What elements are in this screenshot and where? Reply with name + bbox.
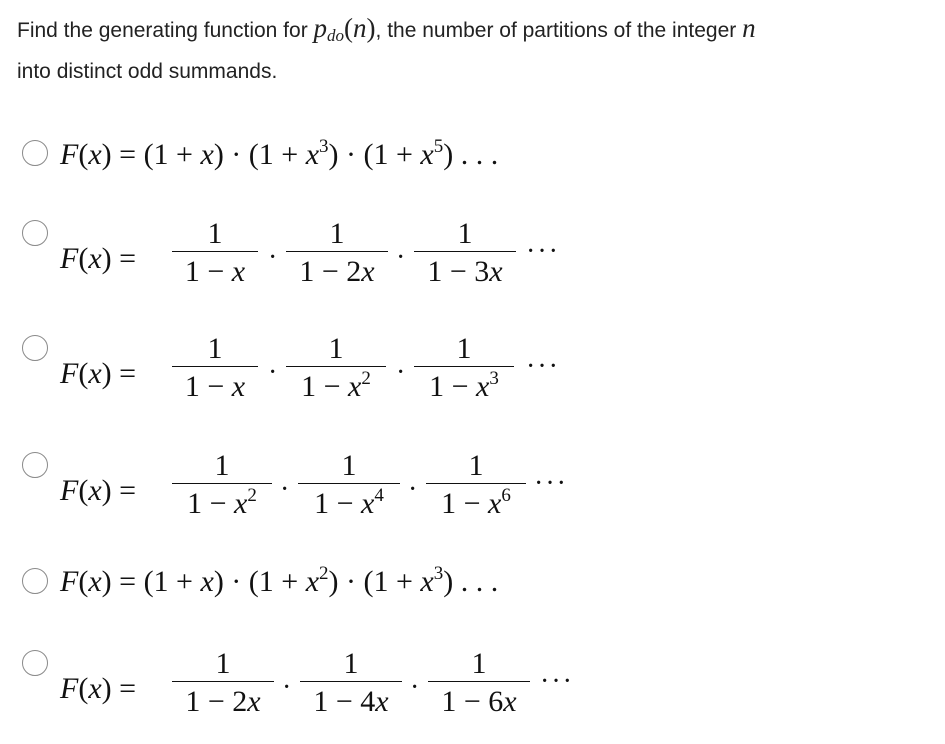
option-4-num-3: 1 bbox=[468, 449, 484, 482]
option-2-dot-2: · bbox=[396, 242, 406, 273]
p-subscript: do bbox=[327, 26, 345, 45]
option-2-num-1: 1 bbox=[207, 217, 223, 250]
option-6-frac-1 bbox=[172, 647, 274, 722]
option-4-frac-3 bbox=[426, 449, 526, 524]
option-3-ellipsis: ··· bbox=[526, 351, 560, 382]
option-3-lhs: F(x) = bbox=[60, 357, 137, 390]
option-3-den-2: $1 - x^2$ bbox=[301, 368, 371, 403]
option-3-frac-3 bbox=[414, 332, 514, 407]
option-4-lhs: F(x) = bbox=[60, 474, 137, 507]
option-3-num-3: 1 bbox=[456, 332, 472, 365]
option-5-radio[interactable] bbox=[22, 568, 48, 594]
option-4-frac-2 bbox=[298, 449, 400, 524]
option-6-frac-2 bbox=[300, 647, 402, 722]
option-6-num-2: 1 bbox=[343, 647, 359, 680]
option-6-num-1: 1 bbox=[215, 647, 231, 680]
option-2-frac-2 bbox=[286, 217, 388, 292]
option-3-den-3: $1 - x^3$ bbox=[429, 368, 499, 403]
option-6-den-2: 1 − 4x bbox=[313, 685, 389, 718]
n-symbol: n bbox=[353, 13, 367, 43]
option-6-dot-2: · bbox=[410, 672, 420, 703]
option-2-num-2: 1 bbox=[329, 217, 345, 250]
option-2-num-3: 1 bbox=[457, 217, 473, 250]
option-4-den-1: $1 - x^2$ bbox=[187, 485, 257, 520]
option-2-den-1: 1 − x bbox=[184, 255, 246, 288]
option-4-num-1: 1 bbox=[214, 449, 230, 482]
option-2-frac-3 bbox=[414, 217, 516, 292]
option-2-dot-1: · bbox=[268, 242, 278, 273]
option-2-den-3: 1 − 3x bbox=[427, 255, 503, 288]
option-3-dot-2: · bbox=[396, 357, 406, 388]
option-4-den-2: $1 - x^4$ bbox=[314, 485, 384, 520]
left-paren: ( bbox=[344, 13, 354, 43]
option-2-formula bbox=[0, 214, 945, 304]
option-2-ellipsis: ··· bbox=[526, 236, 560, 267]
option-6-num-3: 1 bbox=[471, 647, 487, 680]
option-4-num-2: 1 bbox=[341, 449, 357, 482]
option-3-num-2: 1 bbox=[328, 332, 344, 365]
option-5-formula: $F(x) = (1 + x) \cdot (1 + x^2) \cdot (1 + x^3)$ . . . bbox=[60, 563, 499, 598]
option-3-num-1: 1 bbox=[207, 332, 223, 365]
right-paren: ) bbox=[366, 13, 376, 43]
option-1-formula: $F(x) = (1 + x) \cdot (1 + x^3) \cdot (1 + x^5)$ . . . bbox=[60, 136, 499, 171]
option-1-radio[interactable] bbox=[22, 140, 48, 166]
option-3-frac-1 bbox=[172, 332, 258, 407]
option-2-den-2: 1 − 2x bbox=[299, 255, 375, 288]
option-3-formula bbox=[0, 329, 945, 419]
question-part-3: into distinct odd summands. bbox=[17, 60, 278, 83]
p-symbol: p bbox=[313, 13, 328, 43]
option-6-formula bbox=[0, 644, 945, 734]
option-2-frac-1 bbox=[172, 217, 258, 292]
option-4-ellipsis: ··· bbox=[534, 468, 568, 499]
question-part-2: , the number of partitions of the integer bbox=[375, 19, 743, 42]
question-part-1: Find the generating function for bbox=[17, 19, 314, 42]
option-2-lhs: F(x) = bbox=[60, 242, 137, 275]
n-symbol-2: n bbox=[742, 13, 756, 43]
option-4-den-3: $1 - x^6$ bbox=[441, 485, 511, 520]
option-4-formula bbox=[0, 446, 945, 536]
option-3-frac-2 bbox=[286, 332, 386, 407]
option-6-lhs: F(x) = bbox=[60, 672, 137, 705]
question-text bbox=[17, 10, 917, 90]
option-3-dot-1: · bbox=[268, 357, 278, 388]
option-3-den-1: 1 − x bbox=[184, 370, 246, 403]
option-6-dot-1: · bbox=[282, 672, 292, 703]
option-6-den-1: 1 − 2x bbox=[185, 685, 261, 718]
option-4-dot-1: · bbox=[280, 474, 290, 505]
option-6-ellipsis: ··· bbox=[540, 666, 574, 697]
option-4-frac-1 bbox=[172, 449, 272, 524]
option-6-den-3: 1 − 6x bbox=[441, 685, 517, 718]
option-6-frac-3 bbox=[428, 647, 530, 722]
option-4-dot-2: · bbox=[408, 474, 418, 505]
